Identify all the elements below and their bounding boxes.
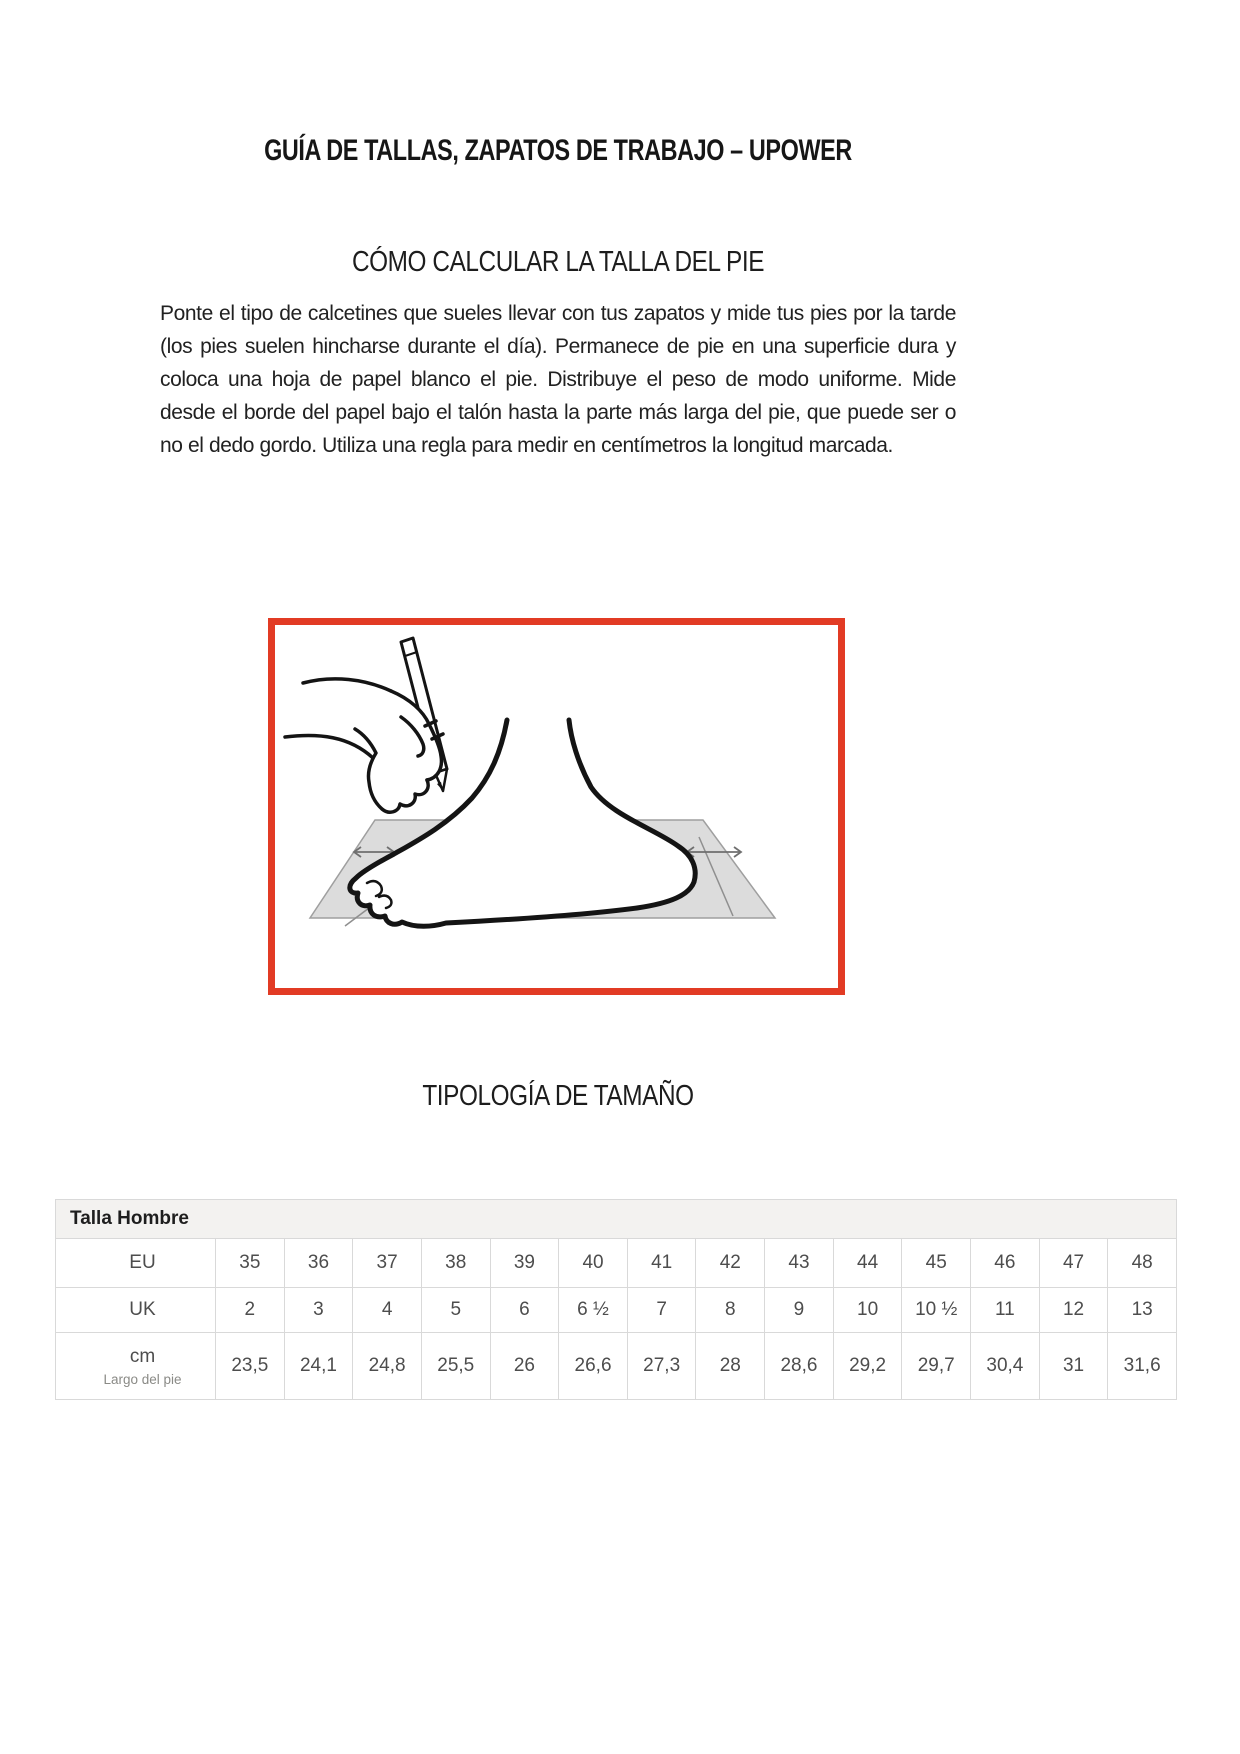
table-cell: 28,6 bbox=[765, 1333, 834, 1400]
table-cell: 5 bbox=[421, 1288, 490, 1333]
table-cell: 13 bbox=[1108, 1288, 1177, 1333]
table-cell: 24,8 bbox=[353, 1333, 422, 1400]
table-cell: 48 bbox=[1108, 1239, 1177, 1288]
foot-measuring-figure bbox=[268, 618, 845, 995]
size-table-container bbox=[55, 1199, 1177, 1400]
section-heading-como-calcular: CÓMO CALCULAR LA TALLA DEL PIE bbox=[351, 246, 765, 278]
row-label-uk: UK bbox=[56, 1288, 216, 1333]
table-cell: 26,6 bbox=[559, 1333, 628, 1400]
instructions-paragraph: Ponte el tipo de calcetines que sueles llevar con tus zapatos y mide tus pies por la tarde (los pies suelen hincharse durante el día). Permanece de pie en una superficie dura y coloca una hoja de papel blanco el pie. Distribuye el peso de modo uniforme. Mide desde el borde del papel bajo el talón hasta la parte más larga del pie, que puede ser o no el dedo gordo. Utiliza una regla para medir en centímetros la longitud marcada. bbox=[160, 302, 956, 457]
table-cell: 41 bbox=[627, 1239, 696, 1288]
table-cell: 7 bbox=[627, 1288, 696, 1333]
row-label-cm bbox=[56, 1333, 216, 1400]
table-cell: 8 bbox=[696, 1288, 765, 1333]
table-cell: 45 bbox=[902, 1239, 971, 1288]
table-cell: 25,5 bbox=[421, 1333, 490, 1400]
table-title-cell: Talla Hombre bbox=[56, 1200, 1177, 1239]
row-label-cm-unit: cm bbox=[129, 1345, 156, 1367]
table-row-uk bbox=[56, 1288, 1177, 1333]
table-cell: 47 bbox=[1039, 1239, 1108, 1288]
table-cell: 23,5 bbox=[216, 1333, 285, 1400]
table-cell: 43 bbox=[765, 1239, 834, 1288]
table-row-cm bbox=[56, 1333, 1177, 1400]
table-cell: 40 bbox=[559, 1239, 628, 1288]
table-cell: 9 bbox=[765, 1288, 834, 1333]
table-cell: 6 ½ bbox=[559, 1288, 628, 1333]
page-title: GUÍA DE TALLAS, ZAPATOS DE TRABAJO – UPOWER bbox=[264, 134, 852, 167]
size-table bbox=[55, 1199, 1177, 1400]
table-cell: 3 bbox=[284, 1288, 353, 1333]
foot-tracing-illustration bbox=[275, 625, 838, 988]
table-cell: 10 ½ bbox=[902, 1288, 971, 1333]
table-cell: 38 bbox=[421, 1239, 490, 1288]
row-label-eu: EU bbox=[56, 1239, 216, 1288]
table-cell: 39 bbox=[490, 1239, 559, 1288]
table-row-eu bbox=[56, 1239, 1177, 1288]
table-cell: 29,2 bbox=[833, 1333, 902, 1400]
table-cell: 2 bbox=[216, 1288, 285, 1333]
table-cell: 27,3 bbox=[627, 1333, 696, 1400]
table-header-row bbox=[56, 1200, 1177, 1239]
table-cell: 24,1 bbox=[284, 1333, 353, 1400]
table-cell: 26 bbox=[490, 1333, 559, 1400]
section-heading-tipologia: TIPOLOGÍA DE TAMAÑO bbox=[422, 1080, 694, 1112]
table-cell: 11 bbox=[971, 1288, 1040, 1333]
row-label-cm-sublabel: Largo del pie bbox=[103, 1371, 182, 1387]
table-cell: 28 bbox=[696, 1333, 765, 1400]
table-cell: 10 bbox=[833, 1288, 902, 1333]
table-cell: 44 bbox=[833, 1239, 902, 1288]
table-cell: 37 bbox=[353, 1239, 422, 1288]
table-cell: 12 bbox=[1039, 1288, 1108, 1333]
table-cell: 36 bbox=[284, 1239, 353, 1288]
table-cell: 30,4 bbox=[971, 1333, 1040, 1400]
table-cell: 46 bbox=[971, 1239, 1040, 1288]
table-cell: 29,7 bbox=[902, 1333, 971, 1400]
table-cell: 31,6 bbox=[1108, 1333, 1177, 1400]
table-cell: 35 bbox=[216, 1239, 285, 1288]
table-cell: 6 bbox=[490, 1288, 559, 1333]
table-cell: 4 bbox=[353, 1288, 422, 1333]
table-cell: 31 bbox=[1039, 1333, 1108, 1400]
table-cell: 42 bbox=[696, 1239, 765, 1288]
